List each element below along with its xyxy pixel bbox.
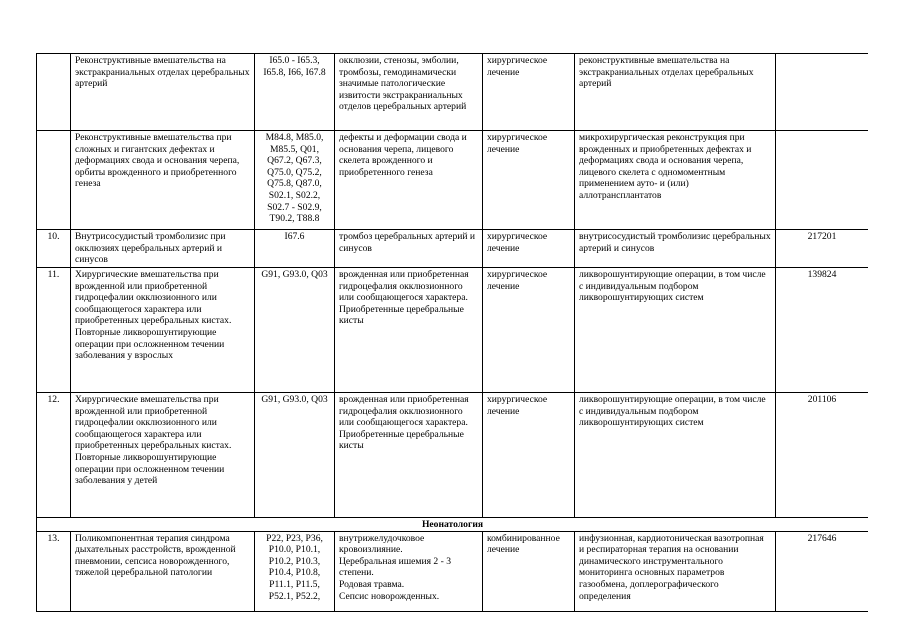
icd-codes: G91, G93.0, Q03 (255, 393, 335, 518)
patient-model: тромбоз церебральных артерий и синусов (335, 230, 483, 268)
treatment-method: ликворошунтирующие операции, в том числе с индивидуальным подбором ликворошунтирующих систем (575, 268, 776, 393)
price-value (776, 131, 869, 230)
table-row (37, 531, 869, 611)
patient-model: врожденная или приобретенная гидроцефалия окклюзионного или сообщающегося характера. Приобретенные церебральные кисты (335, 268, 483, 393)
row-number: 10. (37, 230, 71, 268)
medical-care-table (36, 53, 868, 612)
treatment-type: хирургическое лечение (483, 230, 575, 268)
icd-codes: I67.6 (255, 230, 335, 268)
treatment-type: хирургическое лечение (483, 268, 575, 393)
intervention-name: Хирургические вмешательства при врожденной или приобретенной гидроцефалии окклюзионного или сообщающегося характера или приобретенных церебральных кистах. Повторные ликворошунтирующие операции при осложненном течении заболевания у детей (71, 393, 255, 518)
table-row (37, 54, 869, 131)
price-value: 139824 (776, 268, 869, 393)
intervention-name: Поликомпонентная терапия синдрома дыхательных расстройств, врожденной пневмонии, сепсиса новорожденного, тяжелой церебральной патологии (71, 531, 255, 611)
treatment-method: микрохирургическая реконструкция при врожденных и приобретенных дефектах и деформациях свода и основания черепа, лицевого скелета с одномоментным применением ауто- и (или) аллотрансплантатов (575, 131, 776, 230)
patient-model: врожденная или приобретенная гидроцефалия окклюзионного или сообщающегося характера. Приобретенные церебральные кисты (335, 393, 483, 518)
section-header-row (37, 518, 869, 532)
patient-model: дефекты и деформации свода и основания черепа, лицевого скелета врожденного и приобретенного генеза (335, 131, 483, 230)
row-number: 12. (37, 393, 71, 518)
icd-codes: G91, G93.0, Q03 (255, 268, 335, 393)
icd-codes: P22, P23, P36, P10.0, P10.1, P10.2, P10.3, P10.4, P10.8, P11.1, P11.5, P52.1, P52.2, (255, 531, 335, 611)
icd-codes: M84.8, M85.0, M85.5, Q01, Q67.2, Q67.3, Q75.0, Q75.2, Q75.8, Q87.0, S02.1, S02.2, S02.7 - S02.9, T90.2, T88.8 (255, 131, 335, 230)
row-number: 11. (37, 268, 71, 393)
row-number: 13. (37, 531, 71, 611)
intervention-name: Хирургические вмешательства при врожденной или приобретенной гидроцефалии окклюзионного или сообщающегося характера или приобретенных церебральных кистах. Повторные ликворошунтирующие операции при осложненном течении заболевания у взрослых (71, 268, 255, 393)
section-title: Неонатология (37, 518, 869, 532)
price-value: 201106 (776, 393, 869, 518)
price-value: 217201 (776, 230, 869, 268)
table-row (37, 230, 869, 268)
icd-codes: I65.0 - I65.3, I65.8, I66, I67.8 (255, 54, 335, 131)
treatment-type: комбинированное лечение (483, 531, 575, 611)
treatment-method: ликворошунтирующие операции, в том числе с индивидуальным подбором ликворошунтирующих систем (575, 393, 776, 518)
treatment-method: внутрисосудистый тромболизис церебральных артерий и синусов (575, 230, 776, 268)
row-number (37, 54, 71, 131)
table-row (37, 268, 869, 393)
intervention-name: Внутрисосудистый тромболизис при окклюзиях церебральных артерий и синусов (71, 230, 255, 268)
patient-model: внутрижелудочковое кровоизлияние. Церебральная ишемия 2 - 3 степени. Родовая травма. Сепсис новорожденных. (335, 531, 483, 611)
document-page (36, 53, 868, 640)
treatment-type: хирургическое лечение (483, 393, 575, 518)
table-row (37, 393, 869, 518)
treatment-type: хирургическое лечение (483, 54, 575, 131)
price-value (776, 54, 869, 131)
intervention-name: Реконструктивные вмешательства на экстракраниальных отделах церебральных артерий (71, 54, 255, 131)
intervention-name: Реконструктивные вмешательства при сложных и гигантских дефектах и деформациях свода и основания черепа, орбиты врожденного и приобретенного генеза (71, 131, 255, 230)
treatment-method: инфузионная, кардиотоническая вазотропная и респираторная терапия на основании динамического инструментального мониторинга основных параметров газообмена, доплерографического определения (575, 531, 776, 611)
treatment-method: реконструктивные вмешательства на экстракраниальных отделах церебральных артерий (575, 54, 776, 131)
table-row (37, 131, 869, 230)
row-number (37, 131, 71, 230)
price-value: 217646 (776, 531, 869, 611)
treatment-type: хирургическое лечение (483, 131, 575, 230)
patient-model: окклюзии, стенозы, эмболии, тромбозы, гемодинамически значимые патологические извитости экстракраниальных отделов церебральных артерий (335, 54, 483, 131)
